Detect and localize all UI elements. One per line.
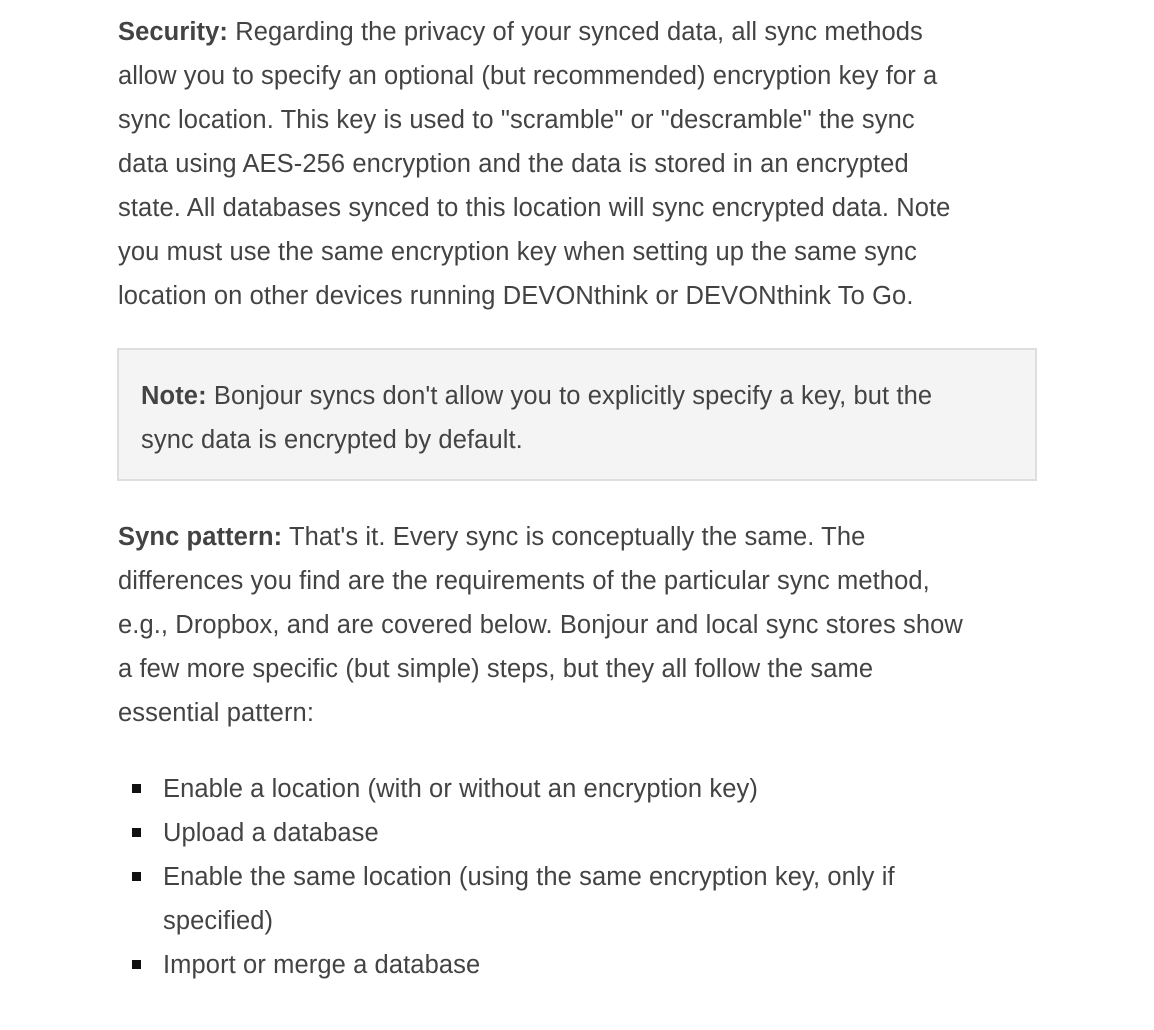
note-line: [141, 374, 932, 418]
security-line: [118, 10, 950, 54]
security-line: you must use the same encryption key when setting up the same sync: [118, 238, 917, 266]
note-label: Note:: [141, 382, 207, 410]
note-callout: [117, 348, 1037, 481]
security-line: data using AES-256 encryption and the data is stored in an encrypted: [118, 150, 909, 178]
square-bullet-icon: [132, 960, 141, 969]
security-line: location on other devices running DEVONthink or DEVONthink To Go.: [118, 282, 914, 310]
sync-pattern-label: Sync pattern:: [118, 523, 283, 551]
sync-pattern-line: e.g., Dropbox, and are covered below. Bonjour and local sync stores show: [118, 611, 963, 639]
square-bullet-icon: [132, 872, 141, 881]
sync-pattern-line: differences you find are the requirements of the particular sync method,: [118, 567, 930, 595]
security-line: sync location. This key is used to "scramble" or "descramble" the sync: [118, 106, 915, 134]
list-item-text: Enable a location (with or without an encryption key): [163, 775, 758, 803]
list-item: [118, 855, 895, 943]
sync-steps-list: [118, 767, 895, 987]
list-item-text: Enable the same location (using the same encryption key, only if: [163, 863, 895, 891]
list-item-text: Import or merge a database: [163, 951, 481, 979]
sync-pattern-line: a few more specific (but simple) steps, but they all follow the same: [118, 655, 874, 683]
security-line: allow you to specify an optional (but recommended) encryption key for a: [118, 62, 938, 90]
sync-pattern-line: essential pattern:: [118, 699, 315, 727]
square-bullet-icon: [132, 784, 141, 793]
security-text: Regarding the privacy of your synced data, all sync methods: [228, 18, 923, 46]
note-text: Bonjour syncs don't allow you to explicitly specify a key, but the: [206, 382, 933, 410]
list-item-text: Upload a database: [163, 819, 379, 847]
security-line: state. All databases synced to this location will sync encrypted data. Note: [118, 194, 951, 222]
list-item-text: specified): [163, 907, 274, 935]
square-bullet-icon: [132, 828, 141, 837]
note-line: sync data is encrypted by default.: [141, 426, 523, 454]
security-paragraph: [118, 10, 950, 318]
list-item: [118, 767, 895, 811]
security-label: Security:: [118, 18, 229, 46]
note-content: [141, 374, 932, 462]
list-item: [118, 943, 895, 987]
list-item: [118, 811, 895, 855]
sync-pattern-paragraph: [118, 515, 963, 735]
sync-pattern-text: That's it. Every sync is conceptually the same. The: [282, 523, 866, 551]
sync-pattern-line: [118, 515, 963, 559]
